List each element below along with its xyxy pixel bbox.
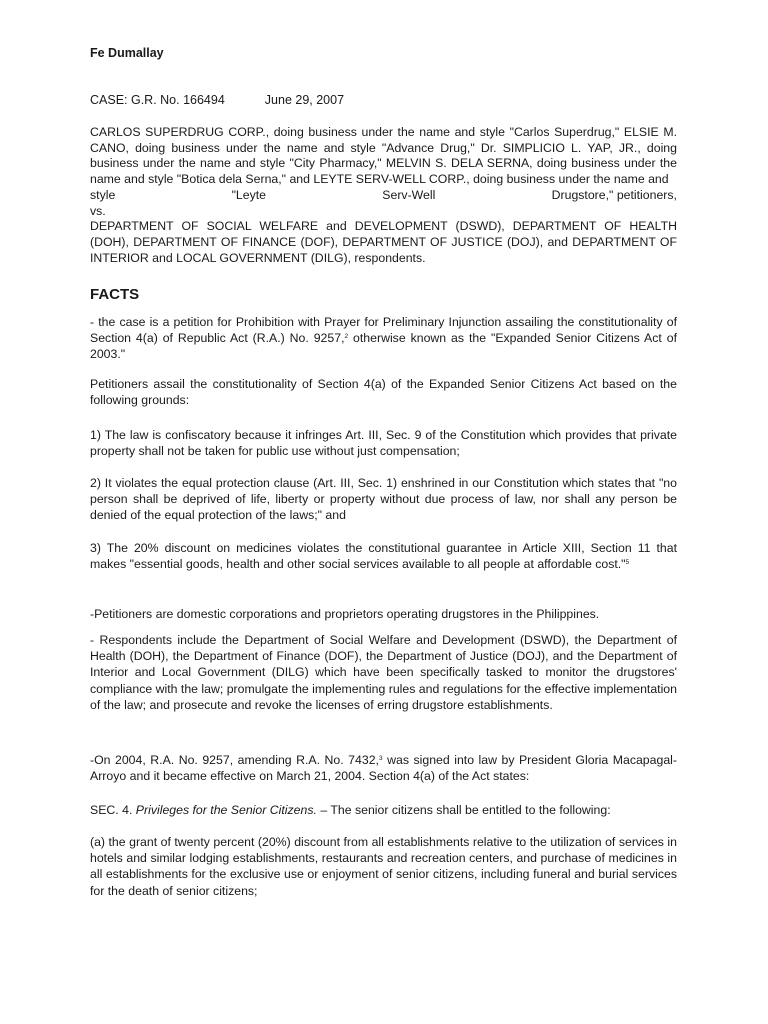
facts-heading: FACTS [90,286,140,303]
footnote-marker: 2 [344,333,349,341]
case-caption [90,125,677,266]
respondents-text: DEPARTMENT OF SOCIAL WELFARE and DEVELOPMENT (DSWD), DEPARTMENT OF HEALTH (DOH), DEPARTMENT OF FINANCE (DOF), DEPARTMENT OF JUSTICE (DOJ), and DEPARTMENT OF INTERIOR and LOCAL GOVERNMENT (DILG), respondents. [90,219,677,265]
paragraph-ground-3: 3) The 20% discount on medicines violates the constitutional guarantee in Article XIII, Section 11 that makes "essential goods, health and other social services available to all people at affordable cost."$^5$ [90,541,677,572]
paragraph-ground-2: 2) It violates the equal protection clause (Art. III, Sec. 1) enshrined in our Constitution which states that "no person shall be deprived of life, liberty or property without due process of law, nor shall any person be denied of the equal protection of the laws;" and [90,476,677,523]
footnote-marker: 3 [378,755,383,762]
author-name: Fe Dumallay [90,46,164,60]
versus: vs. [90,203,106,218]
paragraph-ground-1: 1) The law is confiscatory because it infringes Art. III, Sec. 9 of the Constitution which provides that private property shall not be taken for public use without just compensation; [90,428,677,459]
paragraph-section-4a: (a) the grant of twenty percent (20%) discount from all establishments relative to the utilization of services in hotels and similar lodging establishments, restaurants and recreation centers, and purchase of medicines in all establishments for the exclusive use or enjoyment of senior citizens, including funeral and burial services for the death of senior citizens; [90,835,677,898]
caption-style-line [90,188,677,204]
petitioners-text: CARLOS SUPERDRUG CORP., doing business under the name and style "Carlos Superdrug," ELSIE M. CANO, doing business under the name and style "Advance Drug," Dr. SIMPLICIO L. YAP, JR., doing business under the name and style "City Pharmacy," MELVIN S. DELA SERNA, doing business under the name and style "Botica dela Serna," and LEYTE SERV-WELL CORP., doing business under the name and [90,125,677,187]
style-word: style [90,187,116,202]
case-date: June 29, 2007 [264,93,345,107]
section-title: Privileges for the Senior Citizens. [135,803,317,817]
case-line [90,93,344,107]
style-word: "Leyte [231,187,267,202]
style-word: Drugstore," petitioners, [551,187,677,202]
paragraph-petitioners: -Petitioners are domestic corporations and proprietors operating drugstores in the Philippines. [90,607,600,621]
paragraph-section-4: SEC. 4. Privileges for the Senior Citizens. – The senior citizens shall be entitled to the following: [90,803,611,817]
case-number: CASE: G.R. No. 166494 [90,93,225,107]
paragraph-respondents: - Respondents include the Department of Social Welfare and Development (DSWD), the Department of Health (DOH), the Department of Finance (DOF), the Department of Justice (DOJ), and the Department of Interior and Local Government (DILG) which have been specifically tasked to monitor the drugstores' compliance with the law; promulgate the implementing rules and regulations for the effective implementation of the law; and prosecute and revoke the licenses of erring drugstore establishments. [90,633,677,712]
paragraph-enactment: -On 2004, R.A. No. 9257, amending R.A. No. 7432,$^3$ was signed into law by President Gloria Macapagal-Arroyo and it became effective on March 21, 2004. Section 4(a) of the Act states: [90,753,677,784]
paragraph-grounds-intro: Petitioners assail the constitutionality of Section 4(a) of the Expanded Senior Citizens Act based on the following grounds: [90,377,677,408]
footnote-marker: 5 [625,559,630,567]
paragraph-petition: - the case is a petition for Prohibition with Prayer for Preliminary Injunction assailing the constitutionality of Section 4(a) of Republic Act (R.A.) No. 9257,$^2$ otherwise known as the "Expanded Senior Citizens Act of 2003." [90,315,677,362]
style-word: Serv-Well [382,187,436,202]
